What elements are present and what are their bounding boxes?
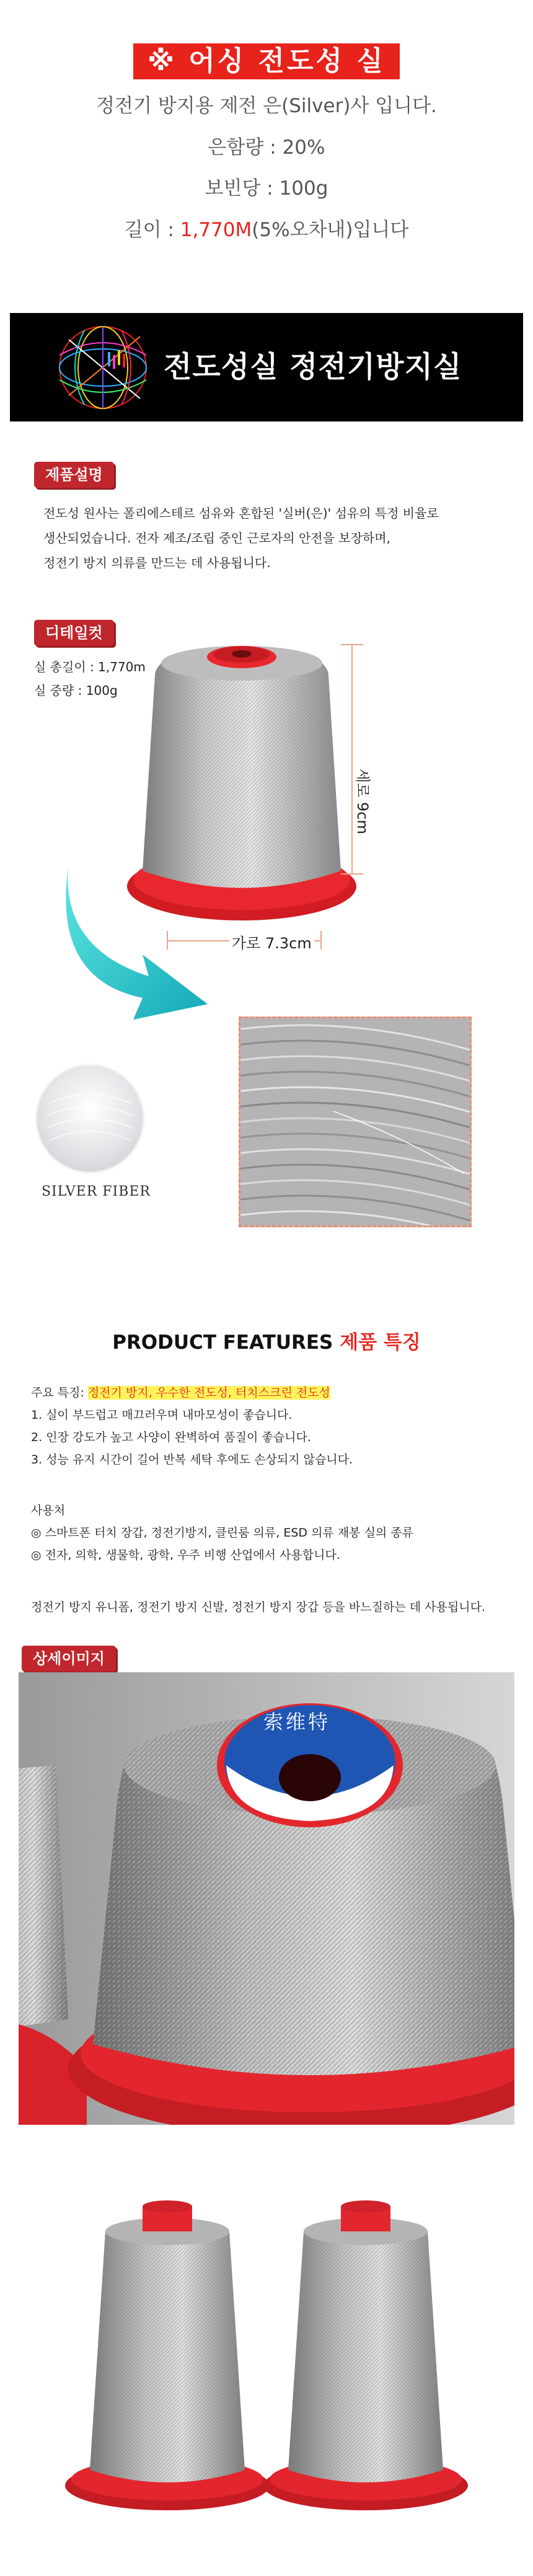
spec-weight: 실 중량 : 100g bbox=[34, 683, 118, 698]
features-title-en: PRODUCT FEATURES bbox=[112, 1331, 333, 1354]
description-text bbox=[43, 501, 439, 575]
header-badge: ※ 어싱 전도성 실 bbox=[133, 43, 400, 79]
section-label-detail-cut: 디테일컷 bbox=[34, 620, 114, 646]
two-spools-photo bbox=[62, 2194, 471, 2516]
usage-item: ◎ 스마트폰 터치 장갑, 정전기방지, 클린룸 의류, ESD 의류 재봉 실의 종류 bbox=[31, 1526, 414, 1540]
fiber-strands-graphic bbox=[37, 1066, 143, 1171]
feature-main bbox=[31, 1383, 330, 1400]
feature-main-highlight: 정전기 방지, 우수한 전도성, 터치스크린 전도성 bbox=[87, 1386, 330, 1400]
product-banner bbox=[10, 313, 523, 421]
spool-closeup-graphic bbox=[19, 1672, 514, 2125]
usage-title: 사용처 bbox=[31, 1504, 66, 1517]
spool-detail-photo bbox=[19, 1672, 514, 2125]
description-line: 정전기 방지 의류를 만드는 데 사용됩니다. bbox=[43, 555, 271, 570]
feature-main-prefix: 주요 특징: bbox=[31, 1386, 88, 1400]
length-suffix: (5%오차내)입니다 bbox=[252, 219, 409, 241]
closing-text: 정전기 방지 유니폼, 정전기 방지 신발, 정전기 방지 장갑 등을 바느질하는 데 사용됩니다. bbox=[31, 1600, 485, 1614]
height-dimension-label: 세로 9cm bbox=[354, 769, 371, 834]
section-label-description: 제품설명 bbox=[34, 462, 114, 488]
feature-item: 1. 실이 부드럽고 매끄러우며 내마모성이 좋습니다. bbox=[31, 1408, 293, 1422]
header-line-silver-content: 은함량 : 20% bbox=[208, 136, 325, 159]
header-line-length bbox=[0, 214, 533, 242]
width-dimension-label: 가로 7.3cm bbox=[229, 931, 314, 953]
colorful-globe-graphic bbox=[47, 318, 159, 417]
description-line: 생산되었습니다. 전자 제조/조립 중인 근로자의 안전을 보장하며, bbox=[43, 531, 390, 545]
usage-item: ◎ 전자, 의학, 생물학, 광학, 우주 비행 산업에서 사용합니다. bbox=[31, 1548, 340, 1562]
silver-fiber-image bbox=[37, 1066, 143, 1171]
thread-closeup-image bbox=[239, 1017, 472, 1227]
product-features-title bbox=[0, 1326, 533, 1354]
header-line-weight: 보빈당 : 100g bbox=[205, 177, 328, 200]
length-prefix: 길이 : bbox=[124, 219, 180, 241]
zoom-arrow-icon bbox=[56, 843, 254, 1029]
banner-title: 전도성실 정전기방지실 bbox=[164, 350, 462, 384]
header-line-silver: 정전기 방지용 제전 은(Silver)사 입니다. bbox=[96, 95, 437, 117]
features-title-kr: 제품 특징 bbox=[340, 1331, 421, 1354]
spec-length: 실 총길이 : 1,770m bbox=[34, 659, 146, 674]
description-line: 전도성 원사는 폴리에스테르 섬유와 혼합된 '실버(은)' 섬유의 특정 비율로 bbox=[43, 506, 439, 521]
thread-closeup-graphic bbox=[240, 1018, 472, 1227]
feature-item: 2. 인장 강도가 높고 사양이 완벽하여 품질이 좋습니다. bbox=[31, 1431, 311, 1444]
silver-fiber-caption: SILVER FIBER bbox=[41, 1184, 151, 1199]
length-highlight: 1,770M bbox=[180, 219, 252, 241]
section-label-detail-images: 상세이미지 bbox=[22, 1646, 116, 1672]
spool-brand-label: 索维特 bbox=[263, 1710, 331, 1734]
feature-item: 3. 성능 유지 시간이 길어 반복 세탁 후에도 손상되지 않습니다. bbox=[31, 1453, 353, 1467]
